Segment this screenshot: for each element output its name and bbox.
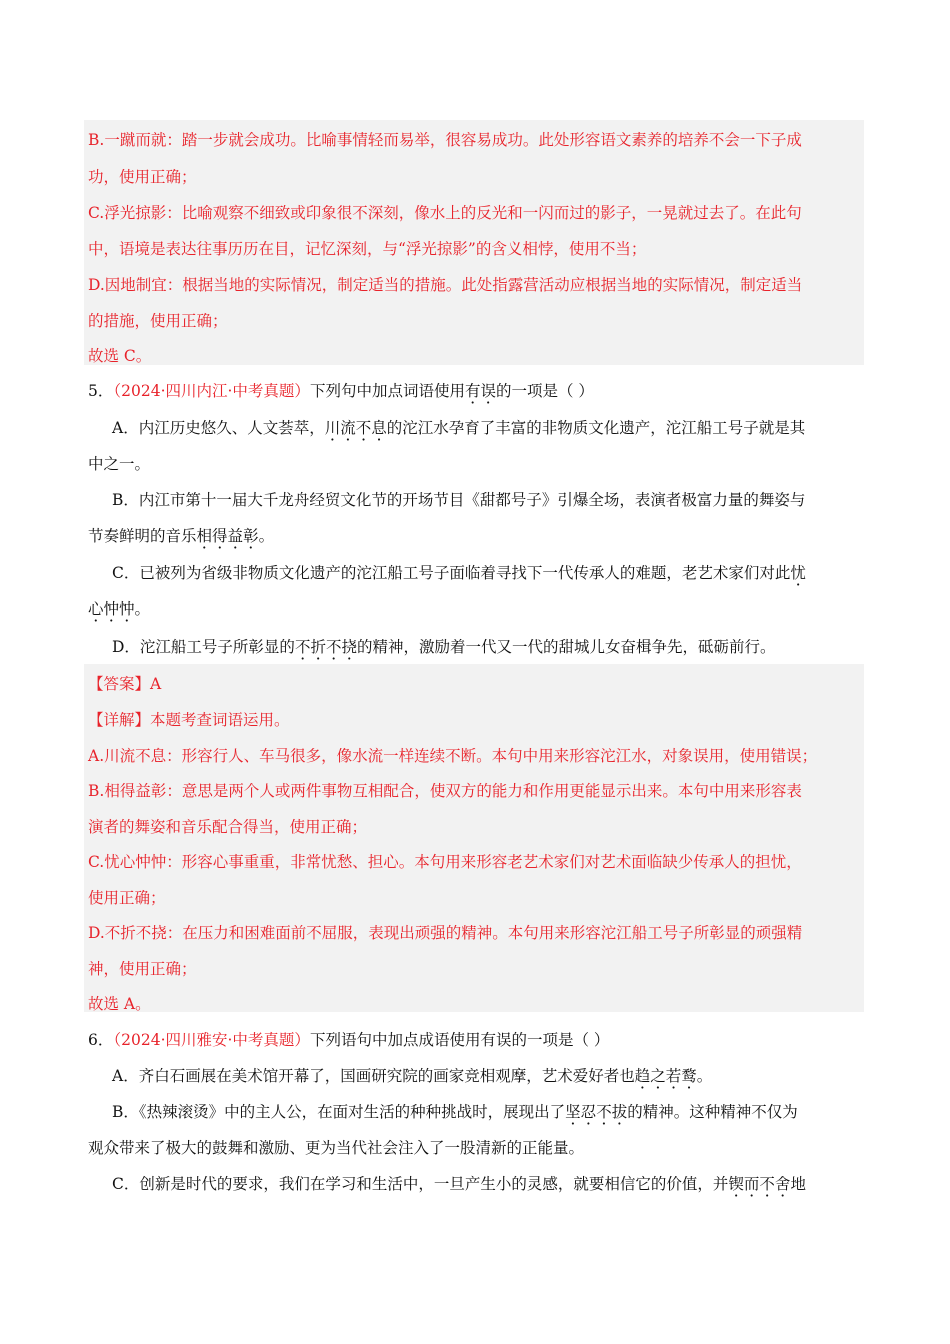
option-text: 的精神，激励着一代又一代的甜城儿女奋楫争先，砥砺前行。 bbox=[357, 638, 776, 656]
dotted-char: 拔 bbox=[611, 1103, 628, 1121]
dotted-char: 心 bbox=[88, 600, 104, 618]
analysis-d-line2: 神，使用正确； bbox=[88, 960, 197, 978]
dotted-char: 挠 bbox=[341, 638, 357, 656]
dotted-char: 不 bbox=[596, 1103, 612, 1121]
q5-option-a-line2: 中之一。 bbox=[88, 455, 151, 473]
q6-option-b bbox=[112, 1100, 798, 1122]
dotted-char: 不 bbox=[355, 419, 372, 437]
explain-label: 【详解】本题考查词语运用。 bbox=[88, 711, 290, 729]
analysis-d-line1: D.因地制宜：根据当地的实际情况，制定适当的措施。此处指露营活动应根据当地的实际情况，制定适当 bbox=[88, 276, 803, 294]
question-source: （2024·四川内江·中考真题） bbox=[113, 382, 310, 400]
dotted-char: 鹜 bbox=[681, 1067, 697, 1085]
dotted-char: 误 bbox=[480, 382, 496, 400]
dotted-char: 忧 bbox=[790, 564, 806, 582]
q5-option-d bbox=[112, 635, 776, 657]
option-text: C．已被列为省级非物质文化遗产的沱江船工号子面临着寻找下一代传承人的难题，老艺术家们对此 bbox=[112, 564, 791, 582]
option-text: D．沱江船工号子所彰显的 bbox=[112, 638, 295, 656]
analysis-c-line2: 使用正确； bbox=[88, 889, 166, 907]
dotted-char: 之 bbox=[650, 1067, 666, 1085]
dotted-char: 若 bbox=[665, 1067, 682, 1085]
dotted-char: 相 bbox=[196, 527, 213, 545]
question-5-stem bbox=[88, 379, 594, 401]
option-text: B．《热辣滚烫》中的主人公，在面对生活的种种挑战时，展现出了 bbox=[112, 1103, 566, 1121]
analysis-b-line2: 演者的舞姿和音乐配合得当，使用正确； bbox=[88, 818, 368, 836]
dotted-char: 有 bbox=[464, 382, 481, 400]
analysis-b-line2: 功，使用正确； bbox=[88, 168, 197, 186]
analysis-c-line2: 中，语境是表达往事历历在目，记忆深刻，与“浮光掠影”的含义相悖，使用不当； bbox=[88, 240, 647, 258]
question-6-stem bbox=[88, 1028, 609, 1050]
dotted-char: 锲 bbox=[728, 1175, 744, 1193]
answer-label: 【答案】A bbox=[88, 675, 162, 693]
option-text: 的精神。这种精神不仅为 bbox=[627, 1103, 798, 1121]
q6-option-c bbox=[112, 1172, 806, 1194]
dotted-char: 忡 bbox=[103, 600, 120, 618]
analysis-c-line1: C.忧心忡忡：形容心事重重，非常忧愁、担心。本句用来形容老艺术家们对艺术面临缺少传承人的担忧， bbox=[88, 853, 802, 871]
option-text: 节奏鲜明的音乐 bbox=[88, 527, 197, 545]
analysis-conclusion: 故选 C。 bbox=[88, 347, 152, 365]
dotted-char: 不 bbox=[325, 638, 342, 656]
dotted-char: 忍 bbox=[580, 1103, 597, 1121]
dotted-char: 得 bbox=[212, 527, 228, 545]
q5-option-a bbox=[112, 416, 805, 438]
option-text: 。 bbox=[134, 600, 151, 618]
dotted-char: 益 bbox=[227, 527, 244, 545]
option-text: A．齐白石画展在美术馆开幕了，国画研究院的画家竞相观摩，艺术爱好者也 bbox=[112, 1067, 635, 1085]
analysis-a-line1: A.川流不息：形容行人、车马很多，像水流一样连续不断。本句中用来形容沱江水，对象误用，使用错误； bbox=[88, 747, 818, 765]
dotted-char: 舍 bbox=[774, 1175, 791, 1193]
analysis-b-line1: B.相得益彰：意思是两个人或两件事物互相配合，使双方的能力和作用更能显示出来。本句中用来形容表 bbox=[88, 782, 802, 800]
question-number: 6． bbox=[88, 1031, 114, 1049]
option-text: 的沱江水孕育了丰富的非物质文化遗产，沱江船工号子就是其 bbox=[386, 419, 806, 437]
option-text: C．创新是时代的要求，我们在学习和生活中，一旦产生小的灵感，就要相信它的价值，并 bbox=[112, 1175, 729, 1193]
dotted-char: 彰 bbox=[243, 527, 259, 545]
dotted-char: 趋 bbox=[634, 1067, 651, 1085]
dotted-char: 忡 bbox=[119, 600, 135, 618]
analysis-c-line1: C.浮光掠影：比喻观察不细致或印象很不深刻，像水上的反光和一闪而过的影子，一晃就过去了。在此句 bbox=[88, 204, 802, 222]
q5-option-b: B．内江市第十一届大千龙舟经贸文化节的开场节目《甜都号子》引爆全场，表演者极富力量的舞姿与 bbox=[112, 491, 806, 509]
dotted-char: 不 bbox=[294, 638, 311, 656]
question-source: （2024·四川雅安·中考真题） bbox=[113, 1031, 310, 1049]
stem-text: 的一项是（ ） bbox=[495, 382, 594, 400]
dotted-char: 息 bbox=[371, 419, 387, 437]
option-text: A．内江历史悠久、人文荟萃， bbox=[112, 419, 325, 437]
stem-text: 下列句中加点词语使用 bbox=[309, 382, 465, 400]
q5-option-c bbox=[112, 561, 806, 583]
analysis-d-line2: 的措施，使用正确； bbox=[88, 312, 228, 330]
dotted-char: 川 bbox=[324, 419, 341, 437]
option-text: 。 bbox=[696, 1067, 713, 1085]
analysis-b-line1: B.一蹴而就：踏一步就会成功。比喻事情轻而易举，很容易成功。此处形容语文素养的培养不会一下子成 bbox=[88, 131, 802, 149]
dotted-char: 不 bbox=[759, 1175, 775, 1193]
q5-option-b-line2 bbox=[88, 524, 274, 546]
option-text: 。 bbox=[258, 527, 275, 545]
q6-option-a bbox=[112, 1064, 712, 1086]
dotted-char: 流 bbox=[340, 419, 356, 437]
dotted-char: 坚 bbox=[565, 1103, 581, 1121]
question-number: 5． bbox=[88, 382, 114, 400]
analysis-conclusion: 故选 A。 bbox=[88, 995, 151, 1013]
analysis-d-line1: D.不折不挠：在压力和困难面前不屈服，表现出顽强的精神。本句用来形容沱江船工号子所彰显的顽强精 bbox=[88, 924, 803, 942]
dotted-char: 而 bbox=[743, 1175, 760, 1193]
dotted-char: 折 bbox=[310, 638, 326, 656]
q5-option-c-line2 bbox=[88, 597, 150, 619]
option-text: 地 bbox=[790, 1175, 806, 1193]
stem-text: 下列语句中加点成语使用有误的一项是（ ） bbox=[309, 1031, 610, 1049]
q6-option-b-line2: 观众带来了极大的鼓舞和激励、更为当代社会注入了一股清新的正能量。 bbox=[88, 1139, 585, 1157]
